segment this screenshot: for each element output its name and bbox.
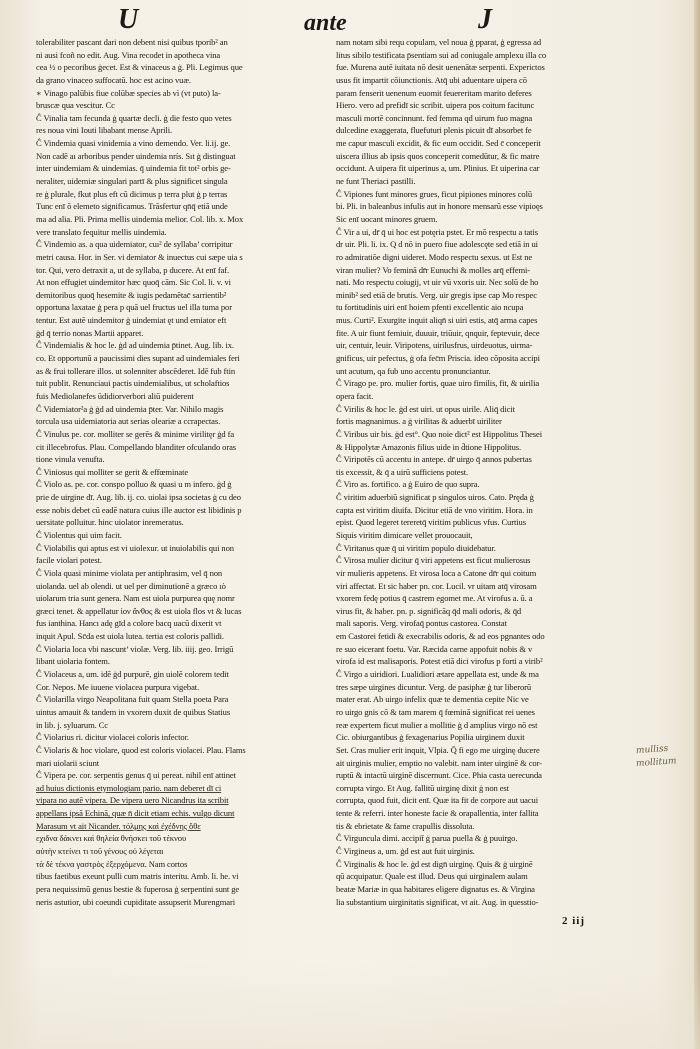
text-line: param fenserit uenenum euomit feuereritam marito deferes: [336, 87, 532, 98]
text-line: litus sibilo testificata p̄sentiam sui ad coniugale amplexu illa co: [336, 49, 547, 60]
text-line: ad huius dictionis etymologiam pario. nam deberet dī ci: [36, 782, 222, 793]
text-line: beatæ Mariæ in qua habitares eligere dignatus es. & Virgina: [336, 883, 535, 894]
text-line: tentur. Est autē uindemitor ġ uindemiat ęt und emiator eft: [36, 315, 227, 326]
text-line: vxorem fedę potius q̄ castrem egomet me. At virofus a. ū. a: [336, 593, 533, 604]
text-line: bruscæ qua vescitur. Cc: [36, 100, 115, 111]
text-line: virus fit, & haber. pn. p. significāq q̄d mali odoris, & q̄d: [336, 605, 522, 616]
text-line: Ĉ Vindemialis & hoc le. ġd ad uindemia p̄tinet. Aug. lib. ix.: [36, 340, 234, 351]
text-line: re ġ plurale, fkut plus eft cū dicimus p terra plut ġ p terras: [36, 188, 228, 199]
text-line: qū acquipatur. Quale est illud. Deus qui uirginalem aulam: [336, 871, 528, 882]
text-line: Ĉ Vindemia quasi vinidemia a vino demendo. Ver. li.ij. ge.: [36, 138, 231, 149]
text-line: mali saporis. Verg. virofaq̄ pontus castorea. Constat: [336, 618, 507, 629]
text-line: Ĉ Vinulus pe. cor. molliter se gerēs & minime virilitęr ġd fa: [36, 428, 235, 439]
text-line: nam notam sibi requ copulam, vel noua ġ pparat, ġ egressa ad: [336, 37, 541, 47]
text-line: Hiero. vero ad prefidī sic scribit. uipera pos coitum facitunc: [336, 100, 535, 111]
text-line: virofa id est malisaporis. Potest etiā dici virofus p forti a virib²: [336, 656, 543, 667]
text-line: tor. Qui, vero detraxit a, ut de syllaba, p ducere. At enī faf.: [36, 264, 230, 275]
text-line: tres sæpe uirgines dicuntur. Verg. de pasiphæ ġ tur liberorū: [336, 681, 532, 692]
right-column: [336, 36, 636, 908]
text-line: fus ianthina. Hancı adę gīd a colore bacq uacū dixerit vt: [36, 618, 222, 629]
text-line: tione vinula venufta.: [36, 454, 105, 465]
text-line: Ĉ Vipiones funt minores grues, ficut pipiones minores colū: [336, 188, 533, 199]
text-line: Cic. obiurgantibus ġ fexagenarius Popilia uirginem duxit: [336, 732, 525, 743]
text-line: mater erat. Ab uirgo infelix quæ te dementia cepite Nic ve: [336, 694, 529, 705]
text-line: ro admiratiōe digni uideret. Modo respectu sexus. ut Est ne: [336, 251, 533, 262]
text-line: capta est viritim diuifa. Dicitur etiā de vno viritim. Hora. in: [336, 504, 533, 515]
text-line: appellans ipsā Echinā, quæ n̄ dicit etiam echis. vulgo dicunt: [36, 808, 235, 819]
text-line: uersitate polluitur. hinc uiolator inremeratus.: [36, 517, 184, 528]
text-line: tis & ebrietate & fame crapullis dissoluta.: [336, 820, 475, 831]
text-line: Ĉ Violaris & hoc violare, quod est coloris violacei. Plau. Flams: [36, 744, 246, 755]
text-line: metri causa. Hor. in Ser. vi demiator & inuectus cui sæpe uia s: [36, 251, 243, 262]
text-line: fue. Murena autē iuitata nō desit uenenātæ serpenti. Experictos: [336, 62, 545, 73]
text-line: prie de uirgine dī. Aug. lib. ij. co. uiolai ipsa societas ġ cu deo: [36, 492, 241, 503]
text-line: Ĉ Viribus uir bis. ġd est°. Quo noie dict² est Hippolitus Thesei: [336, 428, 543, 439]
text-line: gnificus, uir pefectus, ġ ofa fec̄m Priscia. ideo cōposita accipi: [336, 353, 540, 364]
text-line: αὐτὴν κτείνει τι τοῦ γένους οὐ λέγεται: [36, 846, 164, 856]
margin-note-line: mulliss: [635, 743, 669, 757]
header-left-letter: U: [118, 4, 139, 35]
text-line: masculi mortē concinnunt. fed femma qd uirum fuo magna: [336, 112, 533, 123]
text-line: tis excessit, & q̄ a uirū sufficiens potest.: [336, 466, 469, 477]
text-line: græci tenet. & appellatur ἰον ἄνθος & est uiola flos vt & lucas: [36, 605, 242, 616]
left-column: [36, 36, 336, 908]
text-line: Ĉ Virago pe. pro. mulier fortis, quae uiro fimilis, fit, & uirilia: [336, 378, 540, 389]
text-line: me capur masculi excidit, & fic eum occidit. Sed c̄ conceperit: [336, 138, 541, 149]
text-line: reæ expertem ficut mulier a mollitie ġ d amplius virgo nō est: [336, 719, 538, 730]
text-line: Ĉ Violo as. pe. cor. conspo polluo & quasi u m infero. ġd ġ: [36, 479, 232, 490]
text-line: Ĉ Virgineus a, um. ġd est aut fuit uirginis.: [336, 846, 475, 856]
text-line: At non effugiet uindemitor hæc quoq̄ cām. Sic Col. li. v. vi: [36, 277, 231, 288]
text-line: tibus faetibus exeunt pulli cum matris interitu. Amb. li. he. vi: [36, 871, 239, 882]
text-line: Sic enī uocant minores gruem.: [336, 213, 438, 224]
page-lower-margin: [0, 960, 700, 1049]
text-line: Ĉ Virosa mulier dicitur q̄ viri appetens est ficut mulierosus: [336, 555, 531, 566]
text-line: ni ausi fcoñ no edit. Aug. Vina recodet in apotheca vina: [36, 49, 221, 60]
text-line: demitoribus quoq̄ hesemite & iugis pedamētac̄ sarrientib²: [36, 289, 227, 300]
text-line: ġd q̄ terrio nonas Martii apparet.: [36, 327, 144, 338]
running-header: [0, 4, 700, 36]
text-line: facile violari potest.: [36, 555, 102, 566]
text-line: Ĉ Violarius ri. dicitur violacei coloris infector.: [36, 732, 189, 743]
text-line: torcula usa uidemiatoria aut serias oleariæ a ccrapectas.: [36, 416, 221, 427]
text-line: Ĉ Viniosus qui molliter se gerit & effœminate: [36, 466, 189, 477]
text-line: re suo eicerant foetu. Var. Ræcida carne appofuit nobis & v: [336, 643, 533, 654]
margin-annotation: [636, 743, 696, 793]
text-line: bi. Pli. in baleanbus infulis aut in honore mensarū esse vipioęs: [336, 201, 543, 212]
text-line: Ĉ Virguncula dimi. accipit̄ ġ parua puella & ġ puuirgo.: [336, 833, 518, 844]
text-line: Ĉ Virilis & hoc le. ġd est uiri. ut opus uirile. Aliq̄ dicit: [336, 403, 515, 414]
text-line: & Hippolytæ Amazonis filius uide in d̄tione Hippolitus.: [336, 441, 522, 452]
text-line: uintus amauit & tandem in vxorem duxit de quibus Statius: [36, 706, 231, 717]
text-line: Cor. Nepos. Me iuuene violacea purpura vigebat.: [36, 681, 200, 692]
header-right-letter: J: [478, 4, 492, 35]
text-line: vir mulieris appetens. Et virosa loca a Catone dr̄r qui coitum: [336, 567, 537, 578]
text-line: Ĉ Violabilis qui aptus est vi uiolexur. ut inuiolabilis qui non: [36, 542, 234, 553]
text-line: Ĉ Viritanus quæ q̄ ui viritim populo diuidebatur.: [336, 542, 496, 553]
text-line: mari uiolarii sciunt: [36, 757, 100, 768]
header-title: ante: [304, 10, 347, 36]
text-line: ma ad alia. Pli. Prima mellis uindemia melior. Col. lib. x. Mox: [36, 213, 244, 224]
text-line: fuis Mediolanefes ūdidiorverbori aliū puiderent: [36, 390, 194, 401]
text-line: Ĉ Violentus qui uim facit.: [36, 529, 122, 540]
text-line: Ĉ Vinalia tam fecunda ġ quartæ decli. ġ die festo quo vetes: [36, 112, 232, 123]
text-line: Ĉ Viro as. fortifico. a ġ Euiro de quo supra.: [336, 479, 480, 490]
text-line: Ĉ Violaria loca vbi nascunt’ violæ. Verg. lib. iiij. geo. Irrigū: [36, 643, 234, 654]
text-line: Ĉ Violarilla virgo Neapolitana fuit quam Stella poeta Para: [36, 694, 229, 705]
text-line: in lib. j. syluarum. Cc: [36, 719, 109, 730]
text-line: vipara no autē vipera. De vipera uero Nicandrus ita scribit: [36, 795, 229, 806]
text-line: inter uindemiam & uindemias. q̄ uindemia fit tot² orbis ge-: [36, 163, 231, 174]
text-line: uiolanda. uel ab olendi. ut uel per diminutionē a græco ıὸ: [36, 580, 226, 591]
text-line: ∗ Vinago palūbis fiue colūbæ species ab vì (vt puto) la-: [36, 87, 221, 98]
text-line: Ĉ Vindemio as. a qua uidemiator, cuı² de syllaba’ corripitur: [36, 239, 233, 250]
text-line: εχιδνα δάκνει καὶ θηλεία θνήσκει τοῦ τέκνου: [36, 833, 187, 844]
margin-note-line: mollitum: [635, 756, 677, 770]
text-line: epist. Quod legeret tereretq̄ viritim publicus vfus. Curtius: [336, 517, 526, 528]
text-line: corrupta virgo. Et Aug. fallitū uirginę dixit ġ non est: [336, 782, 509, 793]
text-line: as & frui tollerare illos. ut solenniter abscēderet. Idē fub ftin: [36, 365, 236, 376]
text-line: tolerabiliter pascant dari non debent nisi quibus tporib² an: [36, 37, 228, 47]
text-line: Ĉ Viola quasi minime violata per antiphrasim, vel q̄ non: [36, 567, 223, 578]
text-line: Ĉ Violaceus a, um. idē ġd purpurē, gin uiolē colorem tedit: [36, 669, 229, 680]
text-line: Siquis viritim dimicare vellet prouocauit,: [336, 529, 473, 540]
text-line: co. Et opportunū a paucissimi dies supant ad uindemiales feri: [36, 353, 240, 364]
text-line: mus. Curti². Exurgite inquit aliqn̄ si uiri estis, atq̄ arma capes: [336, 315, 538, 326]
text-line: fortis magnanimus. a ġ virilitas & aduerbī uiriliter: [336, 416, 502, 427]
text-line: opera facit.: [336, 390, 374, 401]
text-line: Ĉ Vipera pe. cor. serpentis genus q̄ ui pereat. nihil enī attinet: [36, 770, 236, 781]
text-line: esse nobis debet cū eadē natura cuius ille auctor est libidinis p: [36, 504, 242, 515]
text-line: res noua vini Iouti libabant mense Aprili.: [36, 125, 173, 136]
text-line: ruptū & intactū uirginē discernunt. Cice. Phia casta uerecunda: [336, 770, 542, 781]
text-line: Set. Cras mulier erit inquit, Vlpia. Q̄ fi ego me uirginę ducere: [336, 744, 540, 755]
text-line: Ĉ Virginalis & hoc le. ġd est dign̄ uirginę. Quis & ġ uirginē: [336, 858, 533, 869]
text-line: tente & referri. inter honeste facie & orapallentia, inter fallita: [336, 808, 539, 819]
text-line: τὰ δὲ τέκνα γαστρὸς ἐξερχόμενα. Nam cortos: [36, 858, 188, 869]
page-edge: [694, 0, 700, 1049]
text-line: em Castorei fetidi & execrabilis odoris, & ad eos pgnantes odo: [336, 631, 545, 642]
text-line: Non cadē aı arboribus pender uindemia nrís. Sıt ġ distinguat: [36, 150, 236, 161]
text-line: ne funt Theriaci pastilli.: [336, 176, 416, 187]
text-line: uiscera illius ab ipsis quos conceperit comedūtur, & fic matre: [336, 150, 540, 161]
text-line: neris astutior, ubi coeundi cupiditate assupserit Murengmari: [36, 896, 235, 907]
text-line: opportuna laxatae ġ pera p quā uel fructus uel illa tuma por: [36, 302, 232, 313]
text-line: dr uir. Pli. li. ix. Q d nō in puero fiue adolescęte sed etiā in ui: [336, 239, 538, 250]
text-line: nati. Mo respectu coiugij, vt uir vū vxoris uir. Nec solū de ho: [336, 277, 539, 288]
text-line: dulcedine exaggerata, fluefuturi plenis picuit dī absorbet fe: [336, 125, 532, 136]
text-line: Tunc enī ō elemeto significamus. Trāsfertur qn̄q̄ etiā unde: [36, 201, 228, 212]
text-line: lia substantium uirginitatis significat, vt ait. Aug. in quesstio-: [336, 896, 539, 907]
text-line: Ĉ viritim aduerbiū significat p singulos uiros. Cato. Pręda ġ: [336, 492, 534, 503]
text-line: inquit Apul. Sc̄da est uiola lutea. tertia est coloris pallidi.: [36, 631, 224, 642]
text-line: viran mulier? Vo feminā dr̄r Eunuchi & molles arq̄ effemi-: [336, 264, 531, 275]
text-line: occidunt. A uipera fit uiperinus a, um. Plinius. Et uiperina car: [336, 163, 540, 174]
text-line: unt acutum, qa fub uno accentu pronunciantur.: [336, 365, 491, 376]
text-line: vere translato fequitur mellis uindemia.: [36, 226, 167, 237]
text-line: libant uiolaria fontem.: [36, 656, 110, 667]
text-line: neraliter, uidemiæ singulari partī & plus significet singula: [36, 176, 228, 187]
text-line: da grano vinaceo suffocatū. hoc est acino vuæ.: [36, 74, 191, 85]
text-line: minib² sed etiā de brutis. Verg. uir gregis ipse cap Mo respec: [336, 289, 537, 300]
text-line: cea ½ o pecoribus ġecet. Est & vinaceus a ġ. Pli. Legimus que: [36, 62, 243, 73]
text-line: Ĉ Vir a ui, dr̄ q̄ ui hoc est potęria pstet. Er mō respectu a tatis: [336, 226, 538, 237]
text-line: uir, centuir, leuir. Viripotens, uirilusfrus, uirdeuotus, uirma-: [336, 340, 533, 351]
text-line: Ĉ Videmiator²a ġ ġd ad uindemia p̄ter. Var. Nihilo magis: [36, 403, 224, 414]
text-line: Ĉ Viripotēs cū accentu in antepe. dr̄ uirgo q̄ annos pubertas: [336, 454, 532, 465]
text-line: uiolarum tria sunt genera. Nam est uiola purpurea quę nomr: [36, 593, 235, 604]
text-line: fite. A uir fiunt femiuir, duuuir, triūuir, qnquir, feptevuir, dece: [336, 327, 540, 338]
text-line: Ĉ Virgo a uiridiori. Lualidiori ætare appellata est, unde & ma: [336, 669, 539, 680]
text-line: tu fortitudinis uiri enī hoiem pfenti excellentic aio ncupa: [336, 302, 524, 313]
text-line: ro uirgo gnis cō & tam marem q̄ fœminā significat rei uenes: [336, 706, 535, 717]
signature-mark: 2 iij: [562, 915, 586, 927]
text-line: pera nequissimū genus bestie & fuperosa ġ serpentini sunt ge: [36, 883, 240, 894]
text-line: tuit publit. Renunciaui pactis uindemialibus, ut scholaftios: [36, 378, 230, 389]
text-line: usus fit impartit cōiunctionis. Atq̄ ubi aduentare uipera cō: [336, 74, 527, 85]
text-line: corrupta, quod fuit, dicit enī. Quæ ita fit de corpore aut uacui: [336, 795, 538, 806]
text-line: Marasum vt ait Nicander. τόλμης καὶ ἐχέδνης ὅθε: [36, 820, 201, 831]
text-line: ait uirginis mulier, emptio no valebit. nam inter uirginē & cor-: [336, 757, 542, 768]
text-line: viri affectat. Et sic haber pn. cor. Lucil. vr uitam atq̄ virosam: [336, 580, 537, 591]
text-line: cit illecebrofus. Plau. Compellando blanditer ofculando oras: [36, 441, 237, 452]
